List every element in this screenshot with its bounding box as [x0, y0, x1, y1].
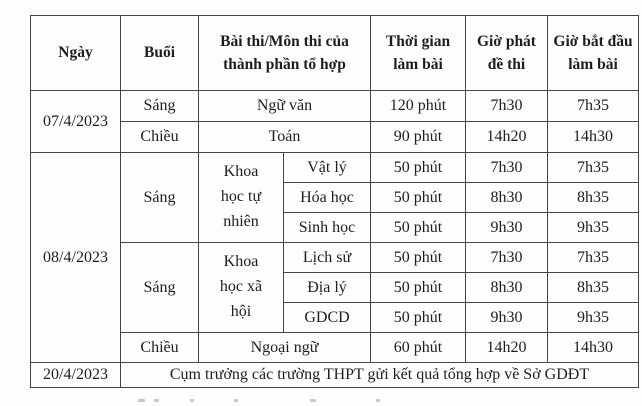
cutoff-text-fragment [138, 399, 398, 406]
table-row [31, 153, 639, 183]
cell-geography-handout: 8h30 [466, 273, 548, 303]
cell-day1-morning-duration: 120 phút [371, 91, 466, 122]
exam-schedule-table [30, 15, 639, 388]
cell-day2-afternoon-exam: Ngoại ngữ [199, 333, 371, 363]
cell-biology-duration: 50 phút [371, 213, 466, 243]
cell-subject-geography: Địa lý [284, 273, 371, 303]
cell-day2-afternoon-start: 14h30 [548, 333, 639, 363]
cell-day1-afternoon-session: Chiều [121, 122, 199, 153]
cell-history-duration: 50 phút [371, 243, 466, 273]
cell-history-start: 7h35 [548, 243, 639, 273]
cell-physics-duration: 50 phút [371, 153, 466, 183]
cell-geography-duration: 50 phút [371, 273, 466, 303]
header-row [31, 16, 639, 91]
cell-civics-start: 9h35 [548, 303, 639, 333]
header-handout-time: Giờ phát đề thi [466, 16, 548, 91]
cell-day1-morning-session: Sáng [121, 91, 199, 122]
table-row [31, 243, 639, 273]
cell-subject-chemistry: Hóa học [284, 183, 371, 213]
table-row [31, 91, 639, 122]
cell-subject-history: Lịch sử [284, 243, 371, 273]
table-row [31, 363, 639, 388]
cell-history-handout: 7h30 [466, 243, 548, 273]
header-date: Ngày [31, 16, 121, 91]
cell-day2-natural-session: Sáng [121, 153, 199, 243]
cell-day1-afternoon-handout: 14h20 [466, 122, 548, 153]
cell-day1-morning-start: 7h35 [548, 91, 639, 122]
cell-day1-morning-exam: Ngữ văn [199, 91, 371, 122]
cell-day1-date: 07/4/2023 [31, 91, 121, 153]
cell-day1-morning-handout: 7h30 [466, 91, 548, 122]
cell-civics-duration: 50 phút [371, 303, 466, 333]
header-session: Buổi [121, 16, 199, 91]
cell-day2-natural-group: Khoa học tự nhiên [199, 153, 284, 243]
header-start-time: Giờ bắt đầu làm bài [548, 16, 639, 91]
cell-day2-afternoon-handout: 14h20 [466, 333, 548, 363]
cell-chemistry-start: 8h35 [548, 183, 639, 213]
cell-chemistry-handout: 8h30 [466, 183, 548, 213]
cell-chemistry-duration: 50 phút [371, 183, 466, 213]
cell-biology-start: 9h35 [548, 213, 639, 243]
cell-day2-afternoon-duration: 60 phút [371, 333, 466, 363]
cell-day1-afternoon-exam: Toán [199, 122, 371, 153]
cell-biology-handout: 9h30 [466, 213, 548, 243]
cell-geography-start: 8h35 [548, 273, 639, 303]
cell-physics-handout: 7h30 [466, 153, 548, 183]
cell-subject-physics: Vật lý [284, 153, 371, 183]
cell-civics-handout: 9h30 [466, 303, 548, 333]
cell-day2-date: 08/4/2023 [31, 153, 121, 363]
cell-day1-afternoon-duration: 90 phút [371, 122, 466, 153]
header-exam: Bài thi/Môn thi của thành phần tổ hợp [199, 16, 371, 91]
cell-day2-social-group: Khoa học xã hội [199, 243, 284, 333]
cell-day2-afternoon-session: Chiều [121, 333, 199, 363]
cell-day3-date: 20/4/2023 [31, 363, 121, 388]
cell-subject-biology: Sinh học [284, 213, 371, 243]
cell-day2-social-session: Sáng [121, 243, 199, 333]
table-row [31, 333, 639, 363]
cell-subject-civics: GDCD [284, 303, 371, 333]
header-duration: Thời gian làm bài [371, 16, 466, 91]
cell-day3-note: Cụm trưởng các trường THPT gửi kết quả tổng hợp về Sở GDĐT [121, 363, 639, 388]
cell-day1-afternoon-start: 14h30 [548, 122, 639, 153]
table-row [31, 122, 639, 153]
cell-physics-start: 7h35 [548, 153, 639, 183]
